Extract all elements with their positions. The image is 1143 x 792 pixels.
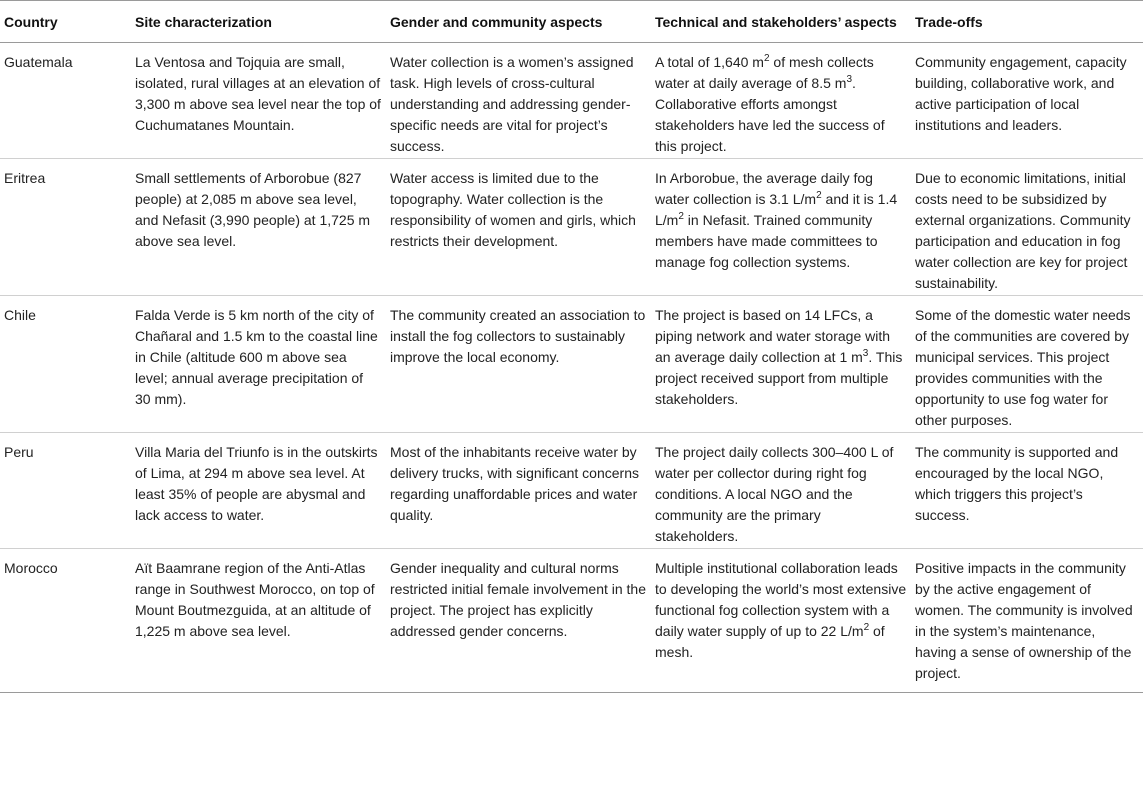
cell-gender: Gender inequality and cultural norms restricted initial female involvement in the project. The project has explicitly addressed gender concerns.: [390, 560, 647, 639]
technical-text: The project is based on 14 LFCs, a piping network and water storage with an average daily collection at 1 m: [655, 307, 891, 365]
cell-technical: [655, 296, 915, 433]
cell-gender: Water collection is a women’s assigned task. High levels of cross-cultural understanding and addressing gender-specific needs are vital for project’s success.: [390, 54, 634, 154]
superscript: 2: [678, 211, 684, 222]
superscript: 2: [863, 622, 870, 633]
cell-technical: [655, 43, 915, 159]
superscript: 3: [862, 348, 869, 359]
superscript: 2: [816, 190, 822, 201]
cell-country: Guatemala: [4, 54, 73, 70]
technical-text: The project daily collects 300–400 L of water per collector during right fog conditions. A local NGO and the community are the primary stakeholders.: [655, 444, 894, 544]
table-row: [0, 549, 1143, 693]
cell-country: Eritrea: [4, 170, 46, 186]
cell-technical: [655, 433, 915, 549]
table-row: [0, 433, 1143, 549]
table-row: [0, 296, 1143, 433]
table-header: [0, 1, 1143, 43]
cell-site: Villa Maria del Triunfo is in the outskirts of Lima, at 294 m above sea level. At least 35% of people are abysmal and lack access to water.: [135, 444, 378, 523]
superscript: 2: [763, 53, 770, 64]
header-country: Country: [4, 14, 58, 30]
cell-technical: [655, 549, 915, 693]
cell-tradeoffs: Some of the domestic water needs of the communities are covered by municipal services. This project provides communities with the opportunity to use fog water for other purposes.: [915, 307, 1131, 428]
cell-site: Falda Verde is 5 km north of the city of Chañaral and 1.5 km to the coastal line in Chile (altitude 600 m above sea level; annual average precipitation of 30 mm).: [135, 307, 378, 407]
cell-gender: Water access is limited due to the topography. Water collection is the responsibility of women and girls, which restricts their development.: [390, 170, 636, 249]
header-site-characterization: Site characterization: [135, 14, 272, 30]
table-row: [0, 159, 1143, 296]
technical-text: of mesh.: [655, 623, 885, 660]
header-technical-stakeholders: Technical and stakeholders’ aspects: [655, 14, 897, 30]
cell-site: La Ventosa and Tojquia are small, isolated, rural villages at an elevation of 3,300 m above sea level near the top of Cuchumatanes Mountain.: [135, 54, 381, 133]
header-gender-community: Gender and community aspects: [390, 14, 603, 30]
technical-text: . Collaborative efforts amongst stakeholders have led the success of this project.: [655, 75, 885, 154]
cell-country: Morocco: [4, 560, 58, 576]
cell-site: Small settlements of Arborobue (827 people) at 2,085 m above sea level, and Nefasit (3,990 people) at 1,725 m above sea level.: [135, 170, 371, 249]
cell-tradeoffs: The community is supported and encouraged by the local NGO, which triggers this project’s success.: [915, 444, 1119, 523]
technical-text: in Nefasit. Trained community members have made committees to manage fog collection systems.: [655, 212, 878, 270]
cell-tradeoffs: Community engagement, capacity building, collaborative work, and active participation of local institutions and leaders.: [915, 54, 1127, 133]
header-trade-offs: Trade-offs: [915, 14, 983, 30]
technical-text: A total of 1,640 m: [655, 54, 764, 70]
cell-country: Peru: [4, 444, 34, 460]
cell-tradeoffs: Due to economic limitations, initial costs need to be subsidized by external organizations. Community participation and education in fog water collection are key for project sustainability.: [915, 170, 1131, 291]
superscript: 3: [846, 74, 852, 85]
table-body: [0, 43, 1143, 693]
technical-text: of mesh collects water at daily average of 8.5 m: [655, 54, 874, 91]
cell-country: Chile: [4, 307, 36, 323]
technical-text: . This project received support from multiple stakeholders.: [655, 349, 903, 407]
technical-text: and it is 1.4 L/m: [655, 191, 898, 228]
cell-gender: Most of the inhabitants receive water by delivery trucks, with significant concerns regarding unaffordable prices and water quality.: [390, 444, 639, 523]
cell-technical: [655, 159, 915, 296]
technical-text: In Arborobue, the average daily fog water collection is 3.1 L/m: [655, 170, 873, 207]
table-row: [0, 43, 1143, 159]
technical-text: Multiple institutional collaboration leads to developing the world’s most extensive functional fog collection system with a daily water supply of up to 22 L/m: [655, 560, 907, 639]
header-row: [0, 1, 1143, 43]
cell-gender: The community created an association to install the fog collectors to sustainably improve the local economy.: [390, 307, 646, 365]
cell-site: Aït Baamrane region of the Anti-Atlas range in Southwest Morocco, on top of Mount Boutmezguida, at an altitude of 1,225 m above sea level.: [135, 560, 375, 639]
cell-tradeoffs: Positive impacts in the community by the active engagement of women. The community is involved in the system’s maintenance, having a sense of ownership of the project.: [915, 560, 1133, 681]
